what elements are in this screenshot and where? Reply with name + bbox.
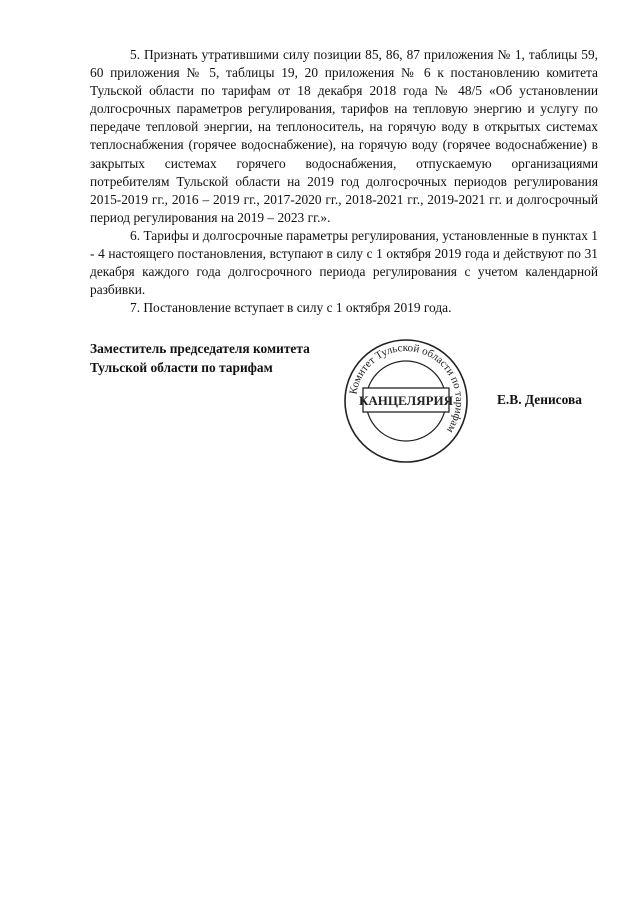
signatory-name: Е.В. Денисова	[497, 392, 582, 407]
stamp-center-text: КАНЦЕЛЯРИЯ	[358, 393, 454, 408]
stamp-ring-text: Комитет Тульской области по тарифам	[347, 341, 466, 436]
signatory-position-line-1: Заместитель председателя комитета	[90, 341, 310, 356]
document-body	[90, 46, 598, 317]
official-stamp	[341, 336, 471, 466]
signatory-position-line-2: Тульской области по тарифам	[90, 359, 273, 375]
paragraph-5: 5. Признать утратившими силу позиции 85, 86, 87 приложения № 1, таблицы 59, 60 приложения № 5, таблицы 19, 20 приложения № 6 к постановлению комитета Тульской области по тарифам от 18 декабря 2018 года № 48/5 «Об установлении долгосрочных параметров регулирования, тарифов на тепловую энергию и услугу по передаче тепловой энергии, на теплоноситель, на горячую воду в открытых системах теплоснабжения (горячее водоснабжение), на горячую воду (горячее водоснабжение) в закрытых системах горячего водоснабжения, отпускаемую организациями потребителям Тульской области на 2019 год долгосрочных периодов регулирования 2015-2019 гг., 2016 – 2019 гг., 2017-2020 гг., 2018-2021 гг., 2019-2021 гг. и долгосрочный период регулирования на 2019 – 2023 гг.».	[90, 47, 598, 225]
paragraph-7: 7. Постановление вступает в силу с 1 октября 2019 года.	[130, 300, 452, 316]
paragraph-6: 6. Тарифы и долгосрочные параметры регулирования, установленные в пунктах 1 - 4 настоящего постановления, вступают в силу с 1 октября 2019 года и действуют по 31 декабря каждого года долгосрочного периода регулирования с учетом календарной разбивки.	[90, 227, 598, 298]
signatory-position	[90, 340, 340, 377]
